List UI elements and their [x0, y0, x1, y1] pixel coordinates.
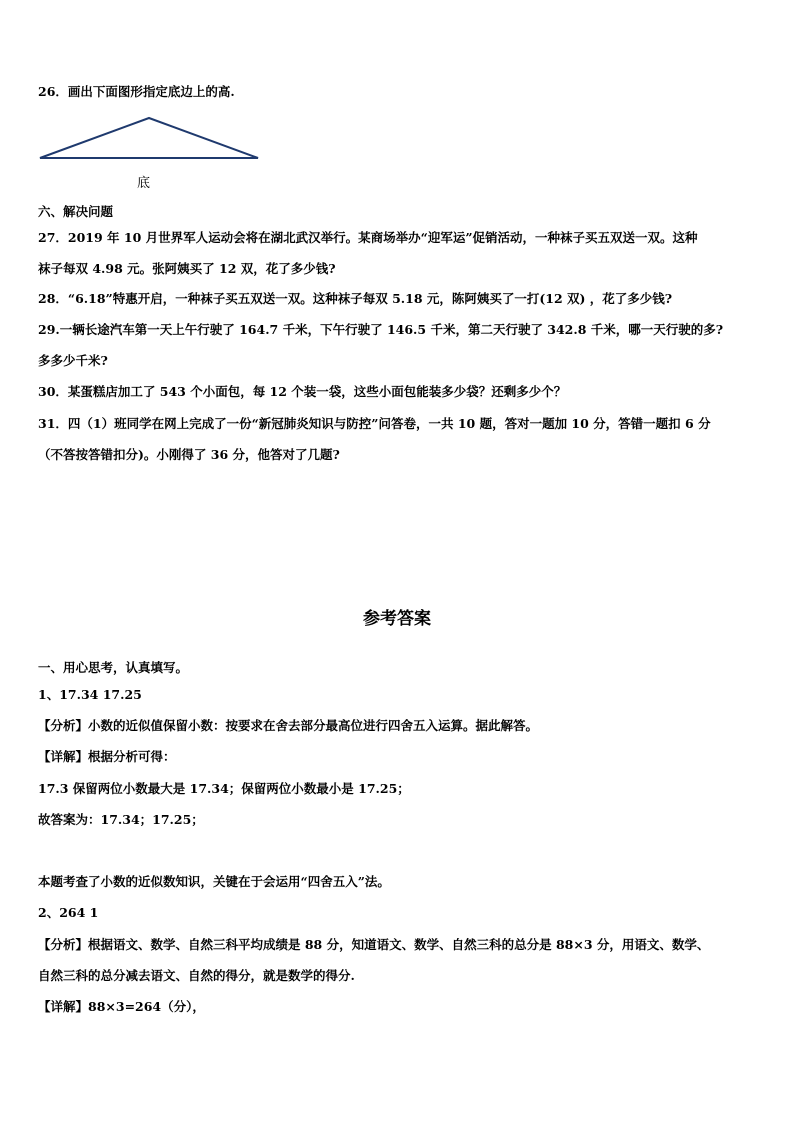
question-27-line-2: 袜子每双 4.98 元。张阿姨买了 12 双，花了多少钱? [38, 261, 336, 276]
question-27-line-1: 27．2019 年 10 月世界军人运动会将在湖北武汉举行。某商场举办“迎军运”促销活动，一种袜子买五双送一双。这种 [38, 230, 698, 245]
question-30: 30．某蛋糕店加工了 543 个小面包，每 12 个装一袋，这些小面包能装多少袋？还剩多少个？ [38, 384, 567, 399]
answer-2-analysis-line-1: 【分析】根据语文、数学、自然三科平均成绩是 88 分，知道语文、数学、自然三科的总分是 88×3 分，用语文、数学、 [38, 937, 710, 952]
question-29-line-2: 多多少千米? [38, 353, 108, 368]
answer-2-values: 2、264 1 [38, 905, 99, 920]
answer-1-analysis: 【分析】小数的近似值保留小数：按要求在舍去部分最高位进行四舍五入运算。据此解答。 [38, 718, 539, 733]
base-label: 底 [137, 176, 151, 191]
answer-1-detail: 【详解】根据分析可得： [38, 749, 176, 764]
answer-1-calc: 17.3 保留两位小数最大是 17.34；保留两位小数最小是 17.25； [38, 781, 410, 796]
triangle-figure [38, 115, 262, 163]
question-29-line-1: 29.一辆长途汽车第一天上午行驶了 164.7 千米，下午行驶了 146.5 千米，第二天行驶了 342.8 千米，哪一天行驶的多? [38, 322, 724, 337]
answer-1-result: 故答案为：17.34；17.25； [38, 812, 204, 827]
answer-1-summary: 本题考查了小数的近似数知识，关键在于会运用“四舍五入”法。 [38, 874, 390, 889]
section-6-heading: 六、解决问题 [38, 204, 114, 219]
question-31-line-2: （不答按答错扣分)。小刚得了 36 分，他答对了几题? [38, 447, 340, 462]
answers-section-1-heading: 一、用心思考，认真填写。 [38, 660, 189, 675]
answers-title: 参考答案 [363, 609, 431, 629]
answer-2-detail: 【详解】88×3=264（分）， [38, 999, 205, 1014]
answer-2-analysis-line-2: 自然三科的总分减去语文、自然的得分，就是数学的得分. [38, 968, 355, 983]
question-28: 28．“6.18”特惠开启，一种袜子买五双送一双。这种袜子每双 5.18 元，陈阿姨买了一打(12 双) ，花了多少钱? [38, 291, 673, 306]
triangle-shape [40, 118, 258, 158]
question-26: 26．画出下面图形指定底边上的高. [38, 84, 235, 99]
answer-1-values: 1、17.34 17.25 [38, 687, 142, 702]
question-31-line-1: 31．四（1）班同学在网上完成了一份“新冠肺炎知识与防控”问答卷，一共 10 题，答对一题加 10 分，答错一题扣 6 分 [38, 416, 711, 431]
